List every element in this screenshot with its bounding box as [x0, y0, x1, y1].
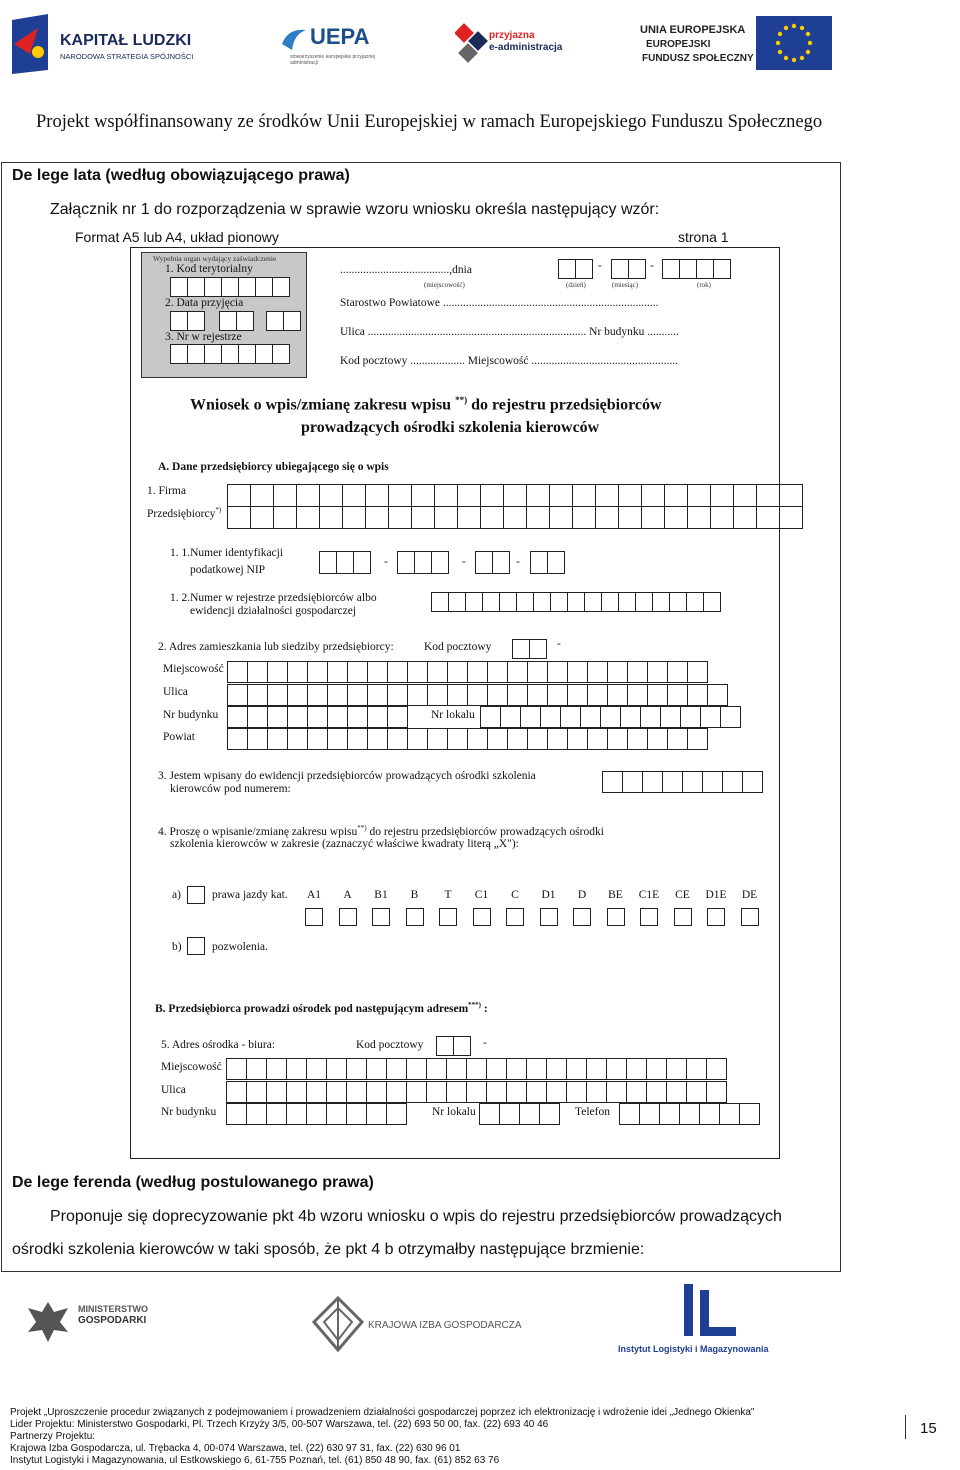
proposal-line1: Proponuje się doprecyzowanie pkt 4b wzoru wniosku o wpis do rejestru przedsiębiorców prowadzących: [50, 1208, 782, 1225]
rok-hint: (rok): [697, 281, 711, 289]
option-b-checkbox[interactable]: [187, 937, 205, 955]
p5-miejscowosc-cells[interactable]: [226, 1058, 726, 1080]
footer-line4: Krajowa Izba Gospodarcza, ul. Trębacka 4, 00-074 Warszawa, tel. (22) 630 97 31, fax. (22) 630 96 01: [10, 1443, 461, 1454]
project-header: Projekt współfinansowany ze środków Unii Europejskiej w ramach Europejskiego Funduszu Społecznego: [36, 112, 823, 132]
kapital-ludzki-title: KAPITAŁ LUDZKI: [60, 32, 192, 49]
p5-ulica-cells[interactable]: [226, 1081, 726, 1103]
p5-nr-budynku-label: Nr budynku: [161, 1106, 217, 1118]
adres-kod-cells-1[interactable]: [512, 639, 546, 659]
logo-unia-europejska: [640, 16, 835, 72]
kig-emblem-icon: [312, 1296, 364, 1352]
category-label-d1: D1: [541, 889, 556, 901]
category-label-ce: CE: [675, 889, 690, 901]
data-przyjecia-day-cells[interactable]: [170, 311, 204, 331]
adres-miejscowosc-cells[interactable]: [227, 661, 707, 683]
starostwo-line: Starostwo Powiatowe ...........................................................................: [340, 297, 659, 309]
form-title-line2: prowadzących ośrodki szkolenia kierowców: [301, 419, 600, 436]
logo-e-administracja: [455, 22, 575, 68]
category-checkbox-d[interactable]: [573, 908, 591, 926]
category-checkbox-t[interactable]: [439, 908, 457, 926]
data-przyjecia-month-cells[interactable]: [219, 311, 253, 331]
adres-nr-budynku-cells[interactable]: [227, 706, 407, 728]
nip-cells-4[interactable]: [530, 551, 564, 574]
nip-cells-3[interactable]: [475, 551, 509, 574]
p5-miejscowosc-label: Miejscowość: [161, 1061, 222, 1073]
p5-kod-label: Kod pocztowy: [356, 1039, 424, 1051]
category-label-b: B: [410, 889, 419, 901]
category-label-b1: B1: [374, 889, 388, 901]
category-checkbox-c[interactable]: [506, 908, 524, 926]
kod-terytorialny-label: 1. Kod terytorialny: [165, 263, 253, 275]
proposal-line2: ośrodki szkolenia kierowców w taki sposób, że pkt 4 b otrzymałby następujące brzmienie:: [12, 1241, 645, 1258]
miesiac-hint: (miesiąc): [612, 281, 639, 289]
kapital-ludzki-emblem-icon: [8, 14, 54, 74]
logo-ministerstwo-gospodarki: [24, 1298, 159, 1348]
logo-kapital-ludzki: [8, 14, 198, 74]
nip-label-1: 1. 1.Numer identyfikacji: [170, 547, 284, 559]
category-label-a1: A1: [306, 889, 322, 901]
logo-uepa: [280, 22, 390, 68]
footer-line1: Projekt „Uproszczenie procedur związanych z podejmowaniem i prowadzeniem działalności gospodarczej poprzez ich elektronizację i wdrożenie idei „Jednego Okienka": [10, 1407, 755, 1418]
p3-line1: 3. Jestem wpisany do ewidencji przedsiębiorców prowadzących ośrodki szkolenia: [158, 770, 536, 782]
adres-nr-lokalu-cells[interactable]: [480, 706, 740, 728]
uepa-title: UEPA: [310, 24, 370, 49]
section2-title: De lege ferenda (według postulowanego prawa): [12, 1174, 374, 1191]
ministerstwo-line2: GOSPODARKI: [78, 1315, 147, 1326]
category-checkbox-de[interactable]: [741, 908, 759, 926]
category-checkbox-be[interactable]: [607, 908, 625, 926]
category-checkbox-a[interactable]: [339, 908, 357, 926]
ulica-line: Ulica ............................................................................ Nr budynku ...........: [340, 326, 679, 338]
eu-flag-icon: [756, 16, 832, 70]
logo-ilim: [618, 1280, 788, 1360]
category-label-d1e: D1E: [705, 889, 727, 901]
eadmin-line2: e-administracja: [489, 42, 563, 53]
uepa-wave-icon: [280, 24, 308, 52]
option-a-checkbox[interactable]: [187, 886, 205, 904]
form-title-line1: Wniosek o wpis/zmianę zakresu wpisu **) do rejestru przedsiębiorców: [190, 395, 662, 414]
footer-line3: Partnerzy Projektu:: [10, 1431, 96, 1442]
adres-ulica-label: Ulica: [163, 686, 188, 698]
date-day-cells[interactable]: [558, 259, 592, 279]
logo-kig: [312, 1296, 522, 1354]
category-label-a: A: [343, 889, 352, 901]
adres-powiat-label: Powiat: [163, 731, 195, 743]
polish-eagle-icon: [24, 1298, 72, 1346]
p3-number-cells[interactable]: [602, 771, 762, 793]
przedsiebiorcy-label: Przedsiębiorcy*): [147, 506, 222, 520]
kapital-ludzki-subtitle: NARODOWA STRATEGIA SPÓJNOŚCI: [60, 52, 194, 61]
category-label-c1: C1: [474, 889, 489, 901]
adres-nr-budynku-label: Nr budynku: [163, 709, 219, 721]
dzien-hint: (dzień): [566, 281, 586, 289]
category-label-de: DE: [741, 889, 758, 901]
adres-label: 2. Adres zamieszkania lub siedziby przedsiębiorcy:: [158, 641, 394, 653]
category-checkbox-c1e[interactable]: [640, 908, 658, 926]
nip-cells-1[interactable]: [319, 551, 370, 574]
p5-kod-cells[interactable]: [436, 1036, 470, 1056]
ilim-emblem-icon: [680, 1280, 740, 1338]
footer-line2: Lider Projektu: Ministerstwo Gospodarki, Pl. Trzech Krzyży 3/5, 00-507 Warszawa, tel. (22) 693 50 00, fax. (22) 693 40 46: [10, 1419, 549, 1430]
prawa-jazdy-label: prawa jazdy kat.: [212, 889, 288, 901]
nr-rejestrze-cells[interactable]: [170, 344, 289, 364]
firma-label: 1. Firma: [147, 485, 186, 497]
p5-label: 5. Adres ośrodka - biura:: [161, 1039, 276, 1051]
firma-cells-row1[interactable]: [227, 484, 802, 507]
kig-label: KRAJOWA IZBA GOSPODARCZA: [368, 1320, 522, 1331]
p3-line2: kierowców pod numerem:: [170, 783, 291, 795]
data-przyjecia-label: 2. Data przyjęcia: [165, 297, 244, 309]
category-label-be: BE: [608, 889, 623, 901]
data-przyjecia-year-cells[interactable]: [266, 311, 300, 331]
category-checkbox-d1e[interactable]: [707, 908, 725, 926]
firma-cells-row2[interactable]: [227, 506, 802, 529]
office-note: Wypełnia organ wydający zaświadczenie: [153, 254, 277, 263]
category-checkbox-b1[interactable]: [372, 908, 390, 926]
ue-line2: EUROPEJSKI: [646, 39, 711, 50]
puzzle-icon: [455, 22, 489, 66]
page-label: strona 1: [678, 229, 729, 245]
adres-powiat-cells[interactable]: [227, 728, 707, 750]
adres-ulica-cells[interactable]: [227, 684, 727, 706]
p4-line1: 4. Proszę o wpisanie/zmianę zakresu wpisu**) do rejestru przedsiębiorców prowadzących ośrodki: [158, 824, 604, 838]
nip-label-2: podatkowej NIP: [190, 564, 266, 576]
category-checkbox-d1[interactable]: [540, 908, 558, 926]
eadmin-line1: przyjazna: [489, 30, 535, 41]
intro-text: Załącznik nr 1 do rozporządzenia w sprawie wzoru wniosku określa następujący wzór:: [50, 201, 660, 218]
page-number-divider: [905, 1415, 906, 1439]
category-label-t: T: [444, 889, 452, 901]
option-b-label: b): [172, 941, 182, 953]
ministerstwo-line1: MINISTERSTWO: [78, 1304, 148, 1314]
pozwolenia-label: pozwolenia.: [212, 941, 268, 953]
date-year-cells[interactable]: [662, 259, 730, 279]
category-checkbox-a1[interactable]: [305, 908, 323, 926]
rejestr-cells[interactable]: [431, 592, 720, 612]
nip-cells-2[interactable]: [397, 551, 448, 574]
ue-line3: FUNDUSZ SPOŁECZNY: [642, 53, 754, 64]
kod-line: Kod pocztowy ................... Miejscowość ...................................................: [340, 355, 678, 367]
footer: [10, 1407, 754, 1467]
page-number: 15: [920, 1420, 937, 1437]
ue-line1: UNIA EUROPEJSKA: [640, 24, 746, 36]
footer-line5: Instytut Logistyki i Magazynowania, ul Estkowskiego 6, 61-755 Poznań, tel. (61) 850 48 90, fax. (61) 852 63 76: [10, 1455, 500, 1466]
section-b-title: B. Przedsiębiorca prowadzi ośrodek pod następującym adresem***) :: [155, 1001, 488, 1015]
kod-terytorialny-cells[interactable]: [170, 277, 289, 297]
ilim-label: Instytut Logistyki i Magazynowania: [618, 1344, 769, 1354]
adres-miejscowosc-label: Miejscowość: [163, 663, 224, 675]
adres-kod-label: Kod pocztowy: [424, 641, 492, 653]
date-month-cells[interactable]: [611, 259, 645, 279]
p5-ulica-label: Ulica: [161, 1084, 186, 1096]
rejestr-label-2: ewidencji działalności gospodarczej: [190, 605, 357, 617]
category-checkbox-b[interactable]: [406, 908, 424, 926]
nr-rejestrze-label: 3. Nr w rejestrze: [165, 331, 242, 343]
p5-telefon-label: Telefon: [575, 1106, 610, 1118]
section1-title: De lege lata (według obowiązującego prawa): [12, 167, 350, 184]
p5-nr-budynku-cells[interactable]: [226, 1103, 406, 1125]
category-checkbox-c1[interactable]: [473, 908, 491, 926]
p5-telefon-cells[interactable]: [619, 1103, 759, 1125]
adres-nr-lokalu-label: Nr lokalu: [431, 709, 475, 721]
uepa-subtitle: stowarzyszenie europejskie przyjaznej administracji: [290, 54, 376, 66]
category-checkbox-ce[interactable]: [674, 908, 692, 926]
p5-nr-lokalu-cells[interactable]: [479, 1103, 559, 1125]
section-a-title: A. Dane przedsiębiorcy ubiegającego się o wpis: [158, 461, 389, 473]
format-text: Format A5 lub A4, układ pionowy: [75, 229, 279, 245]
miejscowosc-hint: (miejscowość): [424, 281, 465, 289]
option-a-label: a): [172, 889, 181, 901]
p5-nr-lokalu-label: Nr lokalu: [432, 1106, 476, 1118]
rejestr-label-1: 1. 2.Numer w rejestrze przedsiębiorców albo: [170, 592, 377, 604]
category-label-c1e: C1E: [638, 889, 660, 901]
p4-line2: szkolenia kierowców w zakresie (zaznaczyć właściwe kwadraty literą „X"):: [170, 838, 519, 850]
place-date-line: ......................................,dnia: [340, 264, 472, 276]
category-label-d: D: [577, 889, 587, 901]
category-label-c: C: [511, 889, 519, 901]
